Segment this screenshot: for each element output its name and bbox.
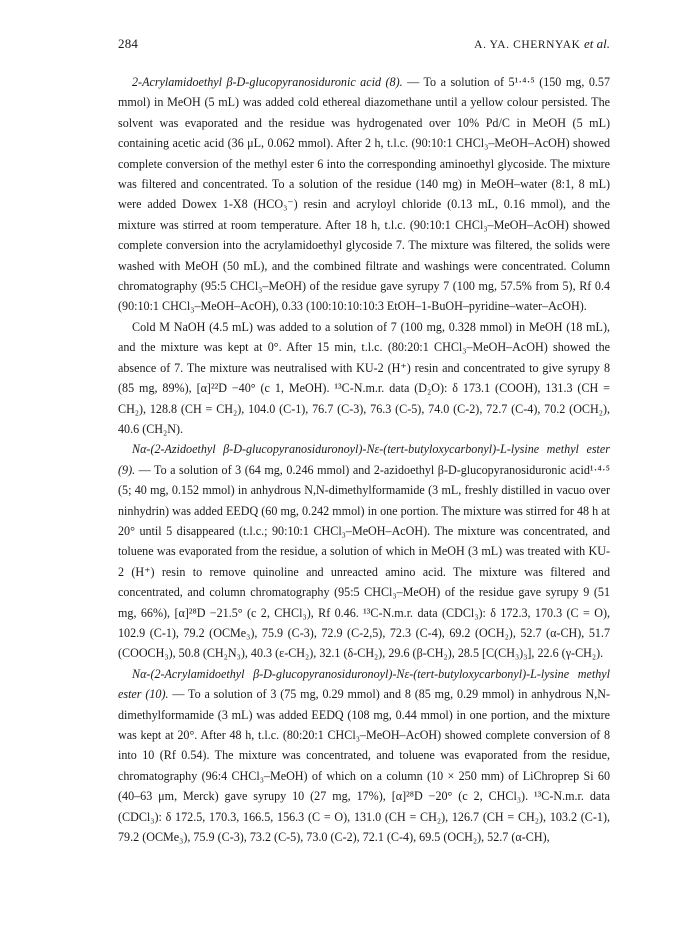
compound-heading: Nα-(2-Acrylamidoethyl β-D-glucopyranosiduronoyl)-Nε-(tert-butyloxycarbonyl)-L-lysine methyl ester (10). [118, 666, 610, 702]
paragraph-text: — To a solution of 3 (75 mg, 0.29 mmol) and 8 (85 mg, 0.29 mmol) in anhydrous N,N-dimethylformamide (3 mL) was added EEDQ (108 mg, 0.44 mmol) in one portion, and the mixture was kept at 20°. After 48 h, t.l.c. (80:20:1 CHCl₃–MeOH–AcOH) showed complete conversion of 8 into 10 (Rf 0.54). The mixture was concentrated, and toluene was evaporated from the residue, chromatography (96:4 CHCl₃–MeOH) of which on a column (10 × 250 mm) of LiChroprep Si 60 (40–63 μm, Merck) gave syrupy 10 (27 mg, 17%), [α]²⁸D −20° (c 2, CHCl₃). ¹³C-N.m.r. data (CDCl₃): δ 172.5, 170.3, 166.5, 156.3 (C = O), 131.0 (CH = CH₂), 126.7 (CH = CH₂), 103.2 (C-1), 79.2 (OCMe₃), 75.9 (C-3), 73.2 (C-5), 73.0 (C-2), 72.1 (C-4), 69.5 (OCH₂), 52.7 (α-CH), [118, 687, 610, 845]
author-main: A. YA. CHERNYAK [474, 39, 581, 51]
paragraph-compound-8 [118, 72, 610, 317]
running-head-authors [474, 36, 610, 52]
compound-heading: 2-Acrylamidoethyl β-D-glucopyranosiduronic acid (8). [132, 75, 403, 89]
compound-heading: Nα-(2-Azidoethyl β-D-glucopyranosiduronoyl)-Nε-(tert-butyloxycarbonyl)-L-lysine methyl ester (9). [118, 442, 610, 477]
paragraph-text: — To a solution of 5¹·⁴·⁵ (150 mg, 0.57 mmol) in MeOH (5 mL) was added cold ethereal diazomethane until a yellow colour persisted. The solvent was evaporated and the residue was hydrogenated over 10% Pd/C in MeOH (5 mL) containing acetic acid (36 μL, 0.062 mmol). After 2 h, t.l.c. (90:10:1 CHCl₃–MeOH–AcOH) showed complete conversion of the methyl ester 6 into the corresponding aminoethyl glycoside. The mixture was filtered and concentrated. To a solution of the residue (140 mg) in MeOH–water (8:1, 8 mL) were added Dowex 1-X8 (HCO₃⁻) resin and acryloyl chloride (0.13 mL, 0.16 mmol), and the mixture was stirred at room temperature. After 18 h, t.l.c. (90:10:1 CHCl₃–MeOH–AcOH) showed complete conversion into the acrylamidoethyl glycoside 7. The mixture was filtered, the solids were washed with MeOH (50 mL), and the combined filtrate and washings were concentrated. Column chromatography (95:5 CHCl₃–MeOH) of the residue gave syrupy 7 (100 mg, 57.5% from 5), Rf 0.4 (90:10:1 CHCl₃–MeOH–AcOH), 0.33 (100:10:10:10:3 EtOH–1-BuOH–pyridine–water–AcOH). [118, 75, 611, 314]
paragraph-text: Cold M NaOH (4.5 mL) was added to a solution of 7 (100 mg, 0.328 mmol) in MeOH (18 mL), and the mixture was kept at 0°. After 15 min, t.l.c. (80:20:1 CHCl₃–MeOH–AcOH) showed the absence of 7. The mixture was neutralised with KU-2 (H⁺) resin and concentrated to give syrupy 8 (85 mg, 89%), [α]²²D −40° (c 1, MeOH). ¹³C-N.m.r. data (D₂O): δ 173.1 (COOH), 131.3 (CH = CH₂), 128.8 (CH = CH₂), 104.0 (C-1), 76.7 (C-3), 76.3 (C-5), 74.0 (C-2), 72.7 (C-4), 70.2 (OCH₂), 40.6 (CH₂N). [118, 319, 610, 436]
paragraph-saponification [118, 317, 610, 439]
running-head [118, 36, 610, 52]
author-suffix: et al. [584, 36, 610, 51]
paragraph-compound-9 [118, 439, 610, 663]
paragraph-text: — To a solution of 3 (64 mg, 0.246 mmol) and 2-azidoethyl β-D-glucopyranosiduronic acid¹·⁴·⁵ (5; 40 mg, 0.152 mmol) in anhydrous N,N-dimethylformamide (3 mL, freshly distilled in vacuo over ninhydrin) was added EEDQ (60 mg, 0.242 mmol) in one portion. The mixture was stirred for 48 h at 20° until 5 disappeared (t.l.c.; 90:10:1 CHCl₃–MeOH–AcOH). The mixture was concentrated, and toluene was evaporated from the residue, a solution of which in MeOH (3 mL) was treated with KU-2 (H⁺) resin to remove quinoline and unreacted amino acid. The mixture was filtered and concentrated, and column chromatography (95:5 CHCl₃–MeOH) of the residue gave syrupy 9 (51 mg, 66%), [α]²⁸D −21.5° (c 2, CHCl₃), Rf 0.46. ¹³C-N.m.r. data (CDCl₃): δ 172.3, 170.3 (C = O), 102.9 (C-1), 79.2 (OCMe₃), 75.9 (C-3), 72.9 (C-2,5), 72.3 (C-4), 69.2 (OCH₂), 52.7 (α-CH), 51.7 (COOCH₃), 50.8 (CH₂N₃), 40.3 (ε-CH₂), 32.1 (δ-CH₂), 29.6 (β-CH₂), 28.5 [C(CH₃)₃], 22.6 (γ-CH₂). [118, 462, 610, 661]
paragraph-compound-10 [118, 664, 610, 848]
page-number: 284 [118, 36, 139, 51]
article-body [118, 72, 610, 847]
